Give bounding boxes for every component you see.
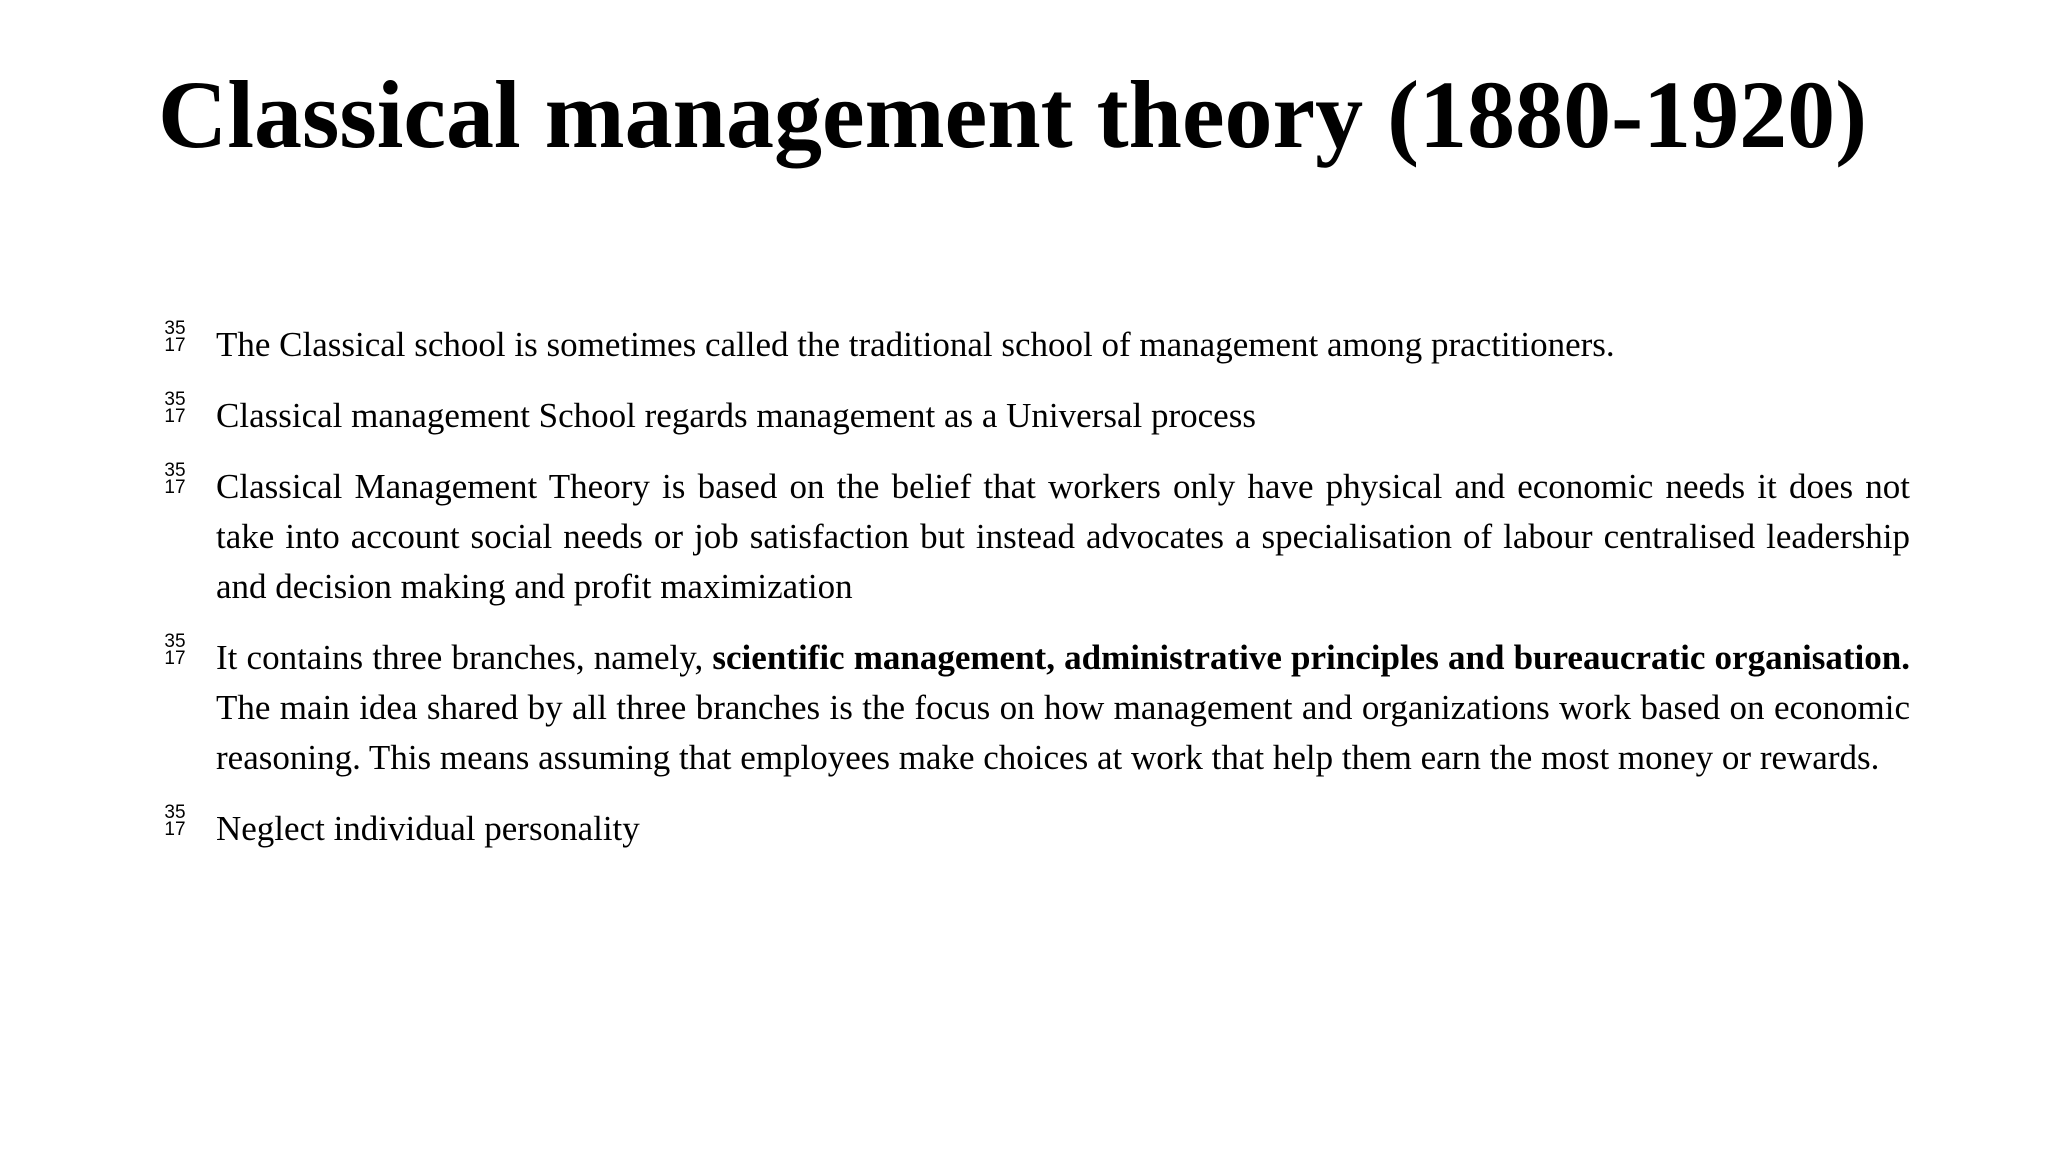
slide-title: Classical management theory (1880-1920) <box>158 61 1868 168</box>
bullet-marker-top: 35 <box>164 318 186 339</box>
bullet-text: Neglect individual personality <box>216 809 640 848</box>
bullet-marker-bottom: 17 <box>164 819 186 840</box>
bullet-marker-icon <box>160 320 190 354</box>
bullet-text-tail: The main idea shared by all three branches is the focus on how management and organizations work based on economic reasoning. This means assuming that employees make choices at work that help them earn the most money or rewards. <box>216 688 1910 777</box>
bullet-marker-top: 35 <box>164 389 186 410</box>
bullet-item <box>158 462 1910 612</box>
bullet-marker-bottom: 17 <box>164 406 186 427</box>
bullet-marker-icon <box>160 462 190 496</box>
bullet-item <box>158 633 1910 783</box>
bullet-marker-top: 35 <box>164 802 186 823</box>
bullet-text-lead: It contains three branches, namely, <box>216 638 713 677</box>
bullet-marker-top: 35 <box>164 460 186 481</box>
bullet-marker-top: 35 <box>164 631 186 652</box>
bullet-marker-icon <box>160 633 190 667</box>
bullet-item <box>158 391 1910 441</box>
bullet-marker-icon <box>160 804 190 838</box>
bullet-list <box>158 320 1910 875</box>
bullet-text-bold: scientific management, administrative principles and bureaucratic organisation. <box>712 638 1910 677</box>
bullet-text: Classical management School regards management as a Universal process <box>216 396 1256 435</box>
bullet-text: Classical Management Theory is based on the belief that workers only have physical and economic needs it does not take into account social needs or job satisfaction but instead advocates a specialisation of labour centralised leadership and decision making and profit maximization <box>216 467 1910 606</box>
bullet-marker-icon <box>160 391 190 425</box>
bullet-marker-bottom: 17 <box>164 335 186 356</box>
bullet-text <box>216 638 1910 777</box>
bullet-marker-bottom: 17 <box>164 477 186 498</box>
bullet-item <box>158 320 1910 370</box>
bullet-item <box>158 804 1910 854</box>
bullet-marker-bottom: 17 <box>164 648 186 669</box>
bullet-text: The Classical school is sometimes called the traditional school of management among practitioners. <box>216 325 1615 364</box>
